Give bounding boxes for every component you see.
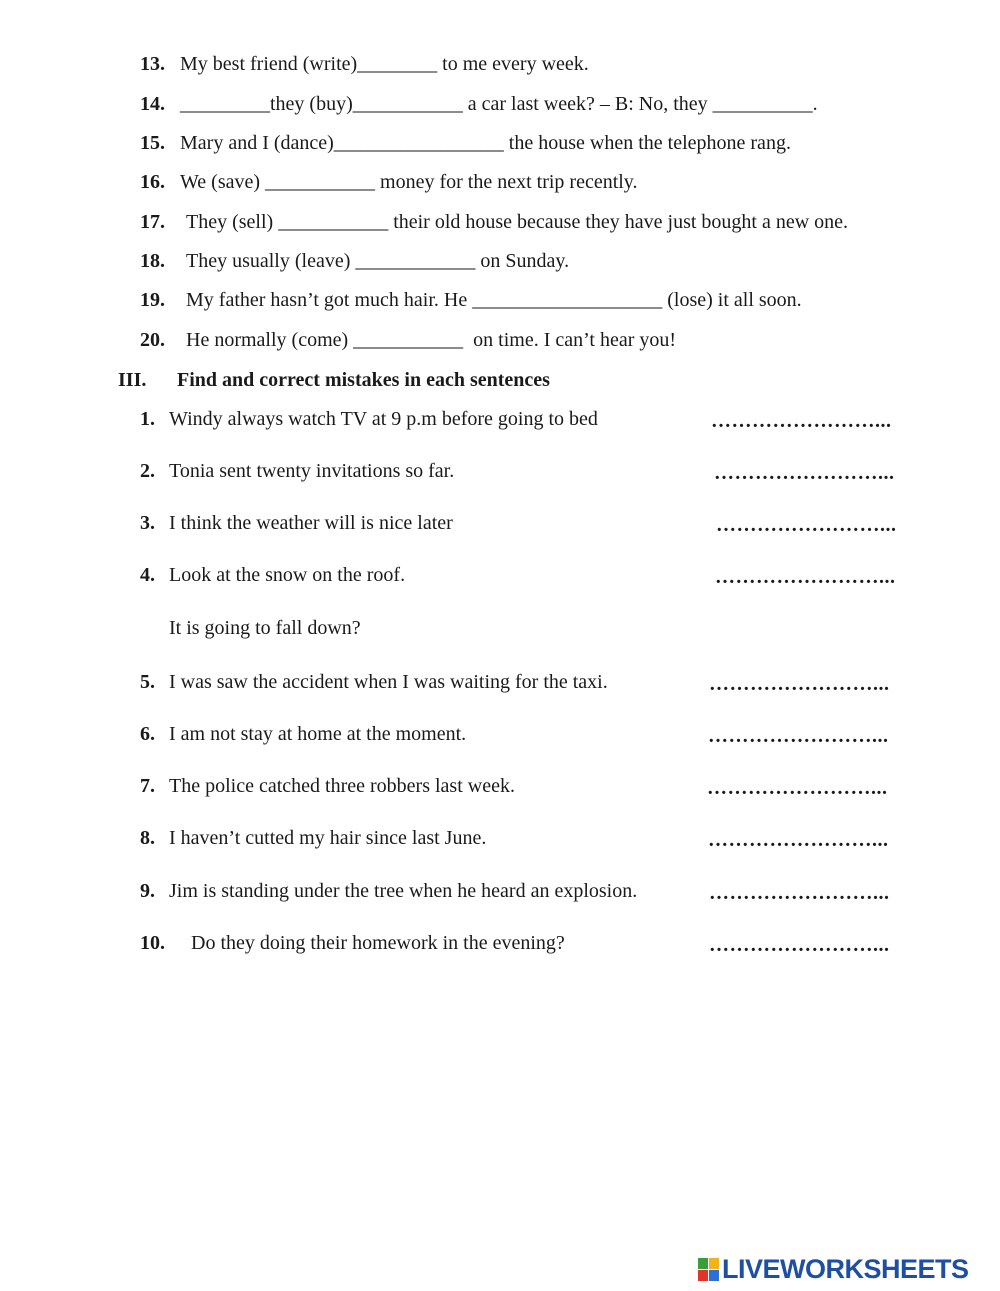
item-text: He normally (come) ___________ on time. I can’t hear you! <box>186 329 677 351</box>
item-text: I am not stay at home at the moment. <box>169 723 467 745</box>
liveworksheets-logo <box>698 1253 969 1284</box>
answer-blank[interactable]: ……………………... <box>707 777 888 799</box>
item-text: Do they doing their homework in the evening? <box>191 932 565 954</box>
item-text: I think the weather will is nice later <box>169 512 453 534</box>
item-number: 13. <box>140 53 165 75</box>
item-number: 16. <box>140 171 165 193</box>
item-text: They usually (leave) ____________ on Sunday. <box>186 250 570 272</box>
item-text: The police catched three robbers last week. <box>169 775 515 797</box>
item-number: 10. <box>140 932 165 954</box>
item-text-continued: It is going to fall down? <box>169 617 361 639</box>
answer-blank[interactable]: ……………………... <box>709 934 890 956</box>
item-number: 15. <box>140 132 165 154</box>
item-text: I was saw the accident when I was waiting for the taxi. <box>169 671 608 693</box>
item-text: Jim is standing under the tree when he heard an explosion. <box>169 880 638 902</box>
item-number: 3. <box>140 512 155 534</box>
item-number: 4. <box>140 564 155 586</box>
item-number: 5. <box>140 671 155 693</box>
item-number: 20. <box>140 329 165 351</box>
section-roman-numeral: III. <box>118 369 147 391</box>
item-text: We (save) ___________ money for the next trip recently. <box>180 171 638 193</box>
answer-blank[interactable]: ……………………... <box>715 566 896 588</box>
answer-blank[interactable]: ……………………... <box>711 410 892 432</box>
answer-blank[interactable]: ……………………... <box>716 514 897 536</box>
item-number: 18. <box>140 250 165 272</box>
item-text: _________they (buy)___________ a car last week? – B: No, they __________. <box>180 93 818 115</box>
item-number: 6. <box>140 723 155 745</box>
item-text: My best friend (write)________ to me every week. <box>180 53 589 75</box>
item-number: 1. <box>140 408 155 430</box>
item-text: They (sell) ___________ their old house because they have just bought a new one. <box>186 211 849 233</box>
liveworksheets-icon <box>698 1258 719 1281</box>
item-number: 8. <box>140 827 155 849</box>
item-number: 17. <box>140 211 165 233</box>
item-number: 19. <box>140 289 165 311</box>
answer-blank[interactable]: ……………………... <box>709 673 890 695</box>
item-number: 2. <box>140 460 155 482</box>
item-text: Look at the snow on the roof. <box>169 564 406 586</box>
item-number: 14. <box>140 93 165 115</box>
item-text: Tonia sent twenty invitations so far. <box>169 460 455 482</box>
section-title: Find and correct mistakes in each sentences <box>177 369 550 391</box>
answer-blank[interactable]: ……………………... <box>708 829 889 851</box>
item-text: I haven’t cutted my hair since last June. <box>169 827 487 849</box>
answer-blank[interactable]: ……………………... <box>714 462 895 484</box>
item-text: Mary and I (dance)_________________ the house when the telephone rang. <box>180 132 791 154</box>
item-number: 7. <box>140 775 155 797</box>
answer-blank[interactable]: ……………………... <box>709 882 890 904</box>
brand-name: LIVEWORKSHEETS <box>722 1253 969 1284</box>
answer-blank[interactable]: ……………………... <box>708 725 889 747</box>
item-text: My father hasn’t got much hair. He ___________________ (lose) it all soon. <box>186 289 802 311</box>
item-text: Windy always watch TV at 9 p.m before going to bed <box>169 408 598 430</box>
item-number: 9. <box>140 880 155 902</box>
